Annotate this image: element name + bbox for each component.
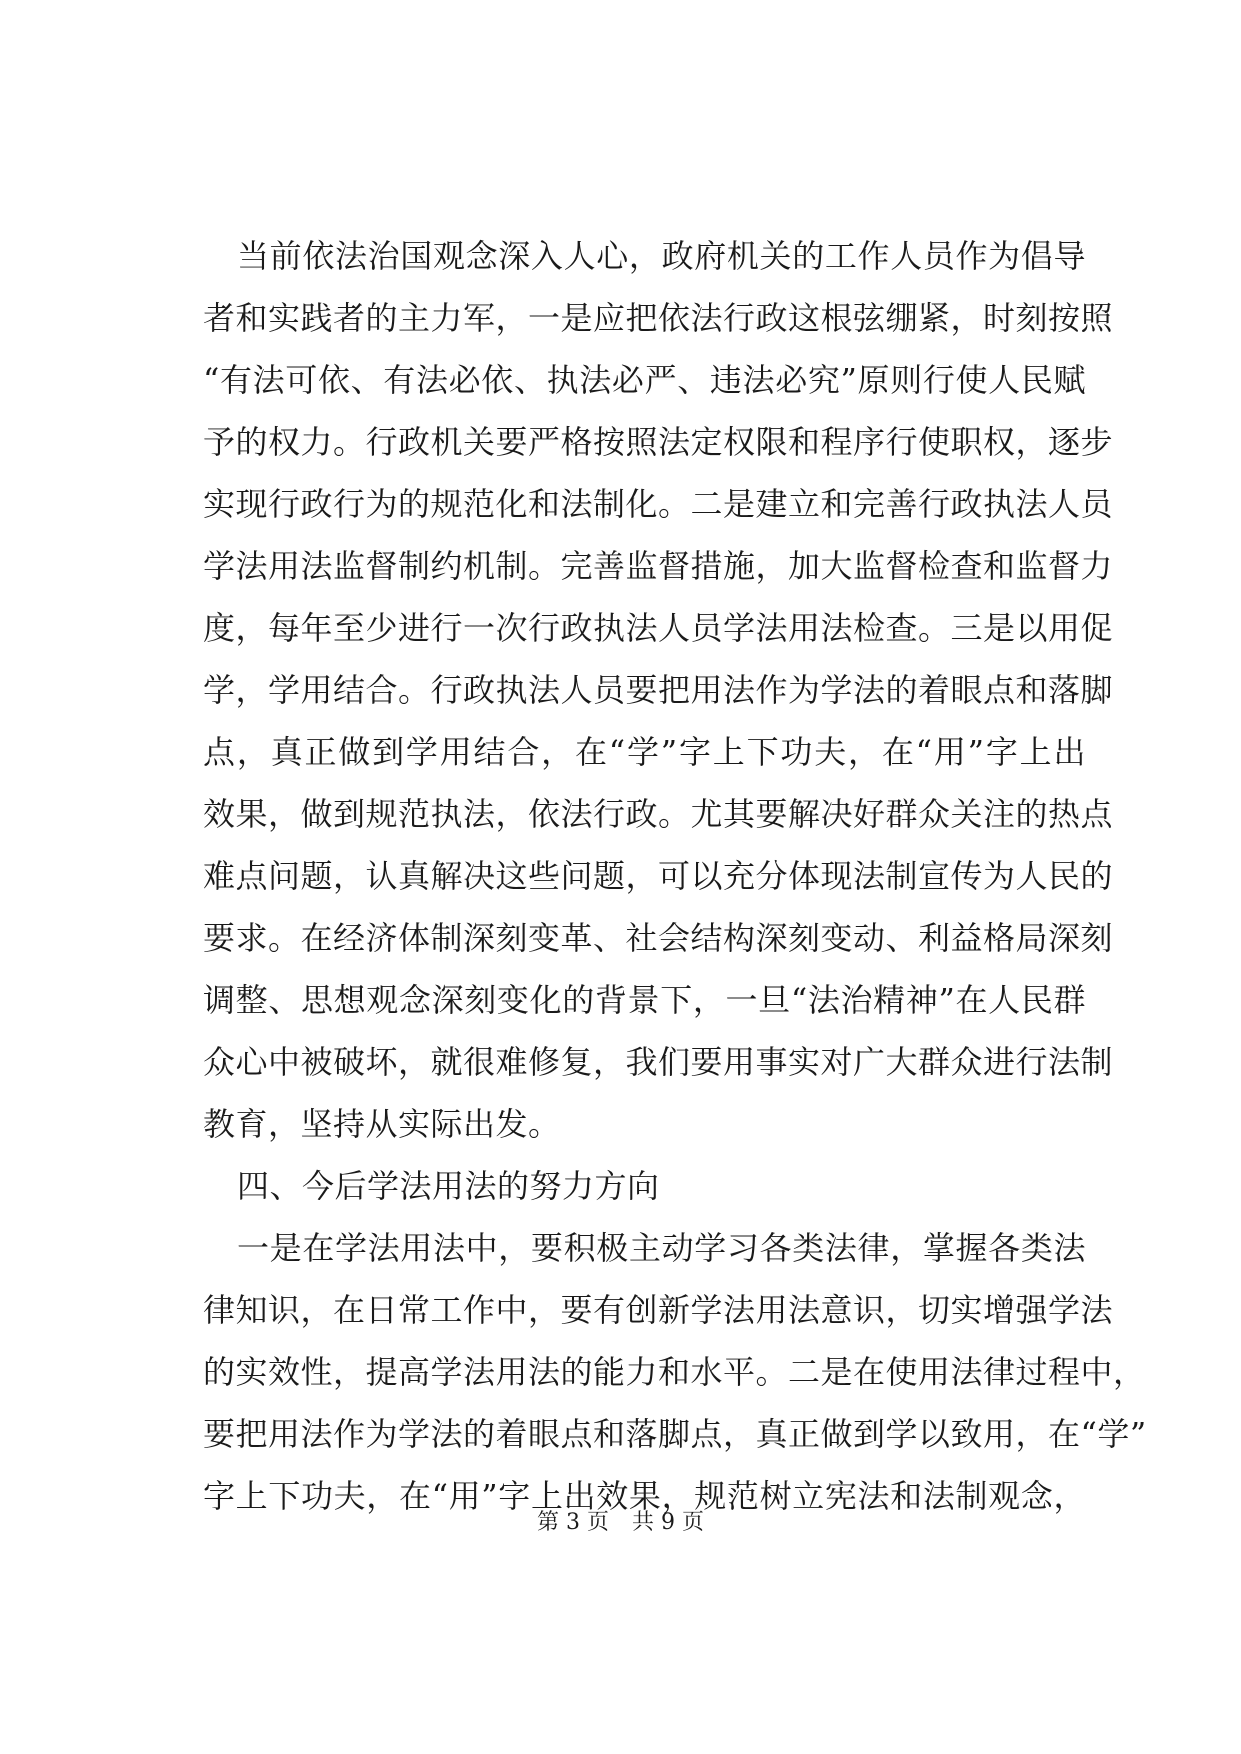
paragraph-line: 学法用法监督制约机制。完善监督措施，加大监督检查和监督力 [203,547,1114,585]
paragraph-line: 字上下功夫，在“用”字上出效果，规范树立宪法和法制观念， [203,1477,1086,1515]
paragraph-line: 难点问题，认真解决这些问题，可以充分体现法制宣传为人民的 [203,857,1114,895]
section-heading: 四、今后学法用法的努力方向 [237,1167,660,1205]
paragraph-line: 教育，坚持从实际出发。 [203,1105,561,1143]
page-total: 共 9 页 [632,1510,704,1535]
paragraph-line: “有法可依、有法必依、执法必严、违法必究”原则行使人民赋 [203,361,1086,399]
paragraph-line: 当前依法治国观念深入人心，政府机关的工作人员作为倡导 [237,237,1086,275]
paragraph-line: 实现行政行为的规范化和法制化。二是建立和完善行政执法人员 [203,485,1114,523]
paragraph-line: 的实效性，提高学法用法的能力和水平。二是在使用法律过程中， [203,1353,1146,1391]
paragraph-line: 点，真正做到学用结合，在“学”字上下功夫，在“用”字上出 [203,733,1086,771]
paragraph-line: 众心中被破坏，就很难修复，我们要用事实对广大群众进行法制 [203,1043,1114,1081]
paragraph-line: 律知识，在日常工作中，要有创新学法用法意识，切实增强学法 [203,1291,1114,1329]
page-number: 第 3 页 [537,1510,609,1535]
paragraph-line: 调整、思想观念深刻变化的背景下，一旦“法治精神”在人民群 [203,981,1086,1019]
paragraph-line: 度，每年至少进行一次行政执法人员学法用法检查。三是以用促 [203,609,1114,647]
body-text [203,225,1147,1527]
paragraph-line: 予的权力。行政机关要严格按照法定权限和程序行使职权，逐步 [203,423,1114,461]
paragraph-line: 要把用法作为学法的着眼点和落脚点，真正做到学以致用，在“学” [203,1415,1147,1453]
page-footer [0,1508,1241,1538]
paragraph-line: 效果，做到规范执法，依法行政。尤其要解决好群众关注的热点 [203,795,1114,833]
paragraph-line: 学，学用结合。行政执法人员要把用法作为学法的着眼点和落脚 [203,671,1114,709]
paragraph-line: 者和实践者的主力军，一是应把依法行政这根弦绷紧，时刻按照 [203,299,1114,337]
paragraph-line: 一是在学法用法中，要积极主动学习各类法律，掌握各类法 [237,1229,1086,1267]
paragraph-line: 要求。在经济体制深刻变革、社会结构深刻变动、利益格局深刻 [203,919,1114,957]
